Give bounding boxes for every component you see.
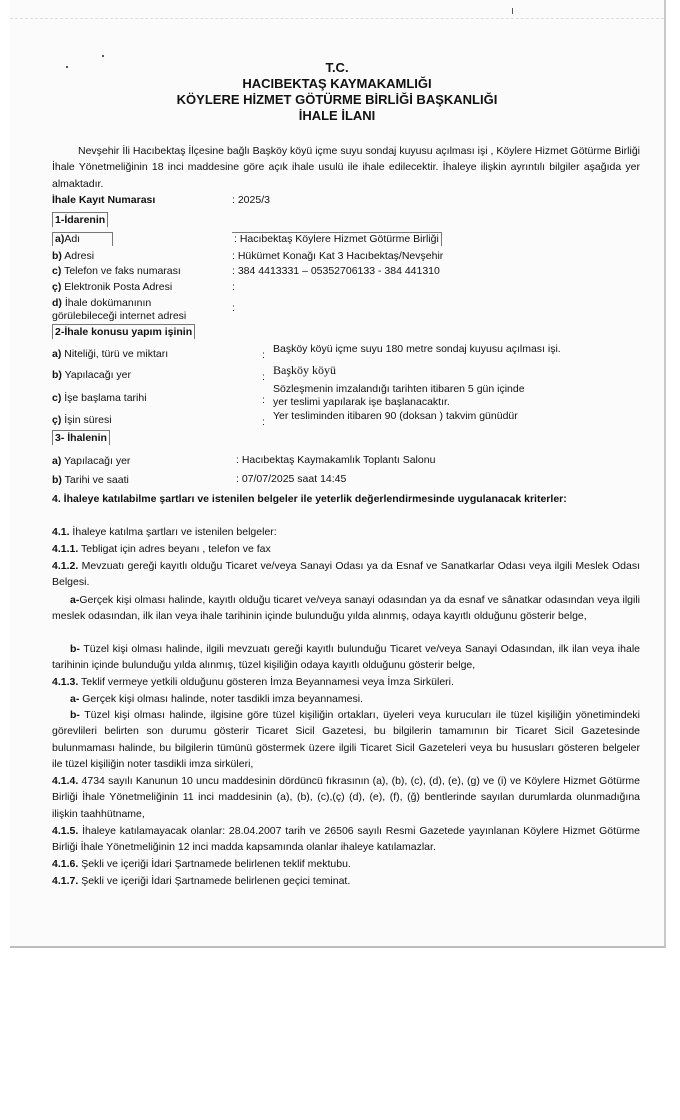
scan-edge-line [10, 18, 664, 19]
section1-row-d-value: : [232, 302, 235, 314]
section2-row-b: b) Yapılacağı yer [52, 369, 131, 381]
intro-paragraph: Nevşehir İli Hacıbektaş İlçesine bağlı Başköy köyü içme suyu sondaj kuyusu açılması işi , Köylere Hizmet Götürme Birliği İhale Yönetmeliğinin 18 inci maddesine göre açık ihale usulü ile ihale edilecektir. İhaleye ilişkin ayrıntılı bilgiler aşağıda yer almaktadır. [52, 145, 640, 190]
section1-row-a: a)Adı [52, 232, 113, 246]
section3-row-a: a) Yapılacağı yer [52, 455, 131, 467]
section2-row-cc-value: Yer tesliminden itibaren 90 (doksan ) takvim günüdür [273, 410, 518, 422]
section2-row-a: a) Niteliği, türü ve miktarı [52, 348, 169, 360]
criteria-4-1-3-b: b- Tüzel kişi olması halinde, ilgisine göre tüzel kişiliğin ortakları, üyeleri veya kurucuları ile tüzel kişiliğin yönetimindeki görevlileri belirten son durumu gösterir Ticaret Sicil Gazetesi, bu bilgilerin tamamının bir Ticaret Sicil Gazetesinde bulunmaması halinde, bu bilgilerin tümünü göstermek üzere ilgili Ticaret Sicil Gazeteleri veya bu hususları gösteren belgeler ile tüzel kişiliğin noter tasdikli imza sirküleri, [52, 709, 640, 770]
header-birlik: KÖYLERE HİZMET GÖTÜRME BİRLİĞİ BAŞKANLIĞI [176, 92, 498, 107]
criteria-4-1: 4.1. İhaleye katılma şartları ve istenilen belgeler: [52, 526, 277, 538]
criteria-4-1-4: 4.1.4. 4734 sayılı Kanunun 10 uncu maddesinin dördüncü fıkrasının (a), (b), (c), (d), (e), (g) ve (i) ve Köylere Hizmet Götürme Birliği İhale Yönetmeliğinin 11 inci maddesinin (a), (b), (c),(ç) (d), (e), (f), (ğ) bentlerinde sayılan durumlarda olunmadığına ilişkin taahhütname, [52, 775, 640, 820]
section1-row-c: c) Telefon ve faks numarası [52, 265, 181, 277]
section2-row-b-value: Başköy köyü [273, 363, 336, 377]
header-tc: T.C. [325, 60, 349, 75]
section2-row-a-value: Başköy köyü içme suyu 180 metre sondaj kuyusu açılması işi. [273, 343, 561, 355]
section2-row-cc-colon: : [262, 416, 265, 428]
section3-row-b-value: : 07/07/2025 saat 14:45 [236, 473, 347, 485]
kayit-value: : 2025/3 [232, 194, 270, 206]
criteria-4-1-7: 4.1.7. Şekli ve içeriği İdari Şartnamede belirlenen geçici teminat. [52, 875, 351, 887]
criteria-4-1-5: 4.1.5. İhaleye katılamayacak olanlar: 28.04.2007 tarih ve 26506 sayılı Resmi Gazetede yayınlanan Köylere Hizmet Götürme Birliği İhale Yönetmeliğinin 12 inci madda kapsamında olanlar ihaleye katılamazlar. [52, 825, 640, 854]
criteria-4-1-3-a: a- Gerçek kişi olması halinde, noter tasdikli imza beyannamesi. [70, 693, 363, 705]
section2-row-a-colon: : [262, 349, 265, 361]
header-ilan: İHALE İLANI [298, 108, 376, 123]
kayit-label: İhale Kayıt Numarası [52, 194, 156, 206]
section2-row-c-value: Sözleşmenin imzalandığı tarihten itibaren 5 gün içinde yer teslimi yapılarak işe başlanacaktır. [273, 383, 525, 408]
section2-title: 2-İhale konusu yapım işinin [52, 324, 195, 339]
section1-row-cc: ç) Elektronik Posta Adresi [52, 281, 173, 293]
scan-speck [102, 55, 104, 57]
criteria-4-1-2: 4.1.2. Mevzuatı gereği kayıtlı olduğu Ticaret ve/veya Sanayi Odası ya da Esnaf ve Sanatkarlar Odası veya ilgili Meslek Odası Belgesi. [52, 560, 640, 589]
section2-row-b-colon: : [262, 371, 265, 383]
criteria-4-1-3: 4.1.3. Teklif vermeye yetkili olduğunu gösteren İmza Beyannamesi veya İmza Sirküleri. [52, 676, 454, 688]
section1-row-cc-value: : [232, 281, 235, 293]
criteria-4-1-2-a: a-Gerçek kişi olması halinde, kayıtlı olduğu ticaret ve/veya sanayi odasından ya da esnaf ve sânatkar odasından veya ilgili meslek odasından, ilk ilan veya ihale tarihinin içinde bulunduğu yılda alınmış, odaya kayıtlı olduğunu gösterir belge, [52, 594, 640, 623]
criteria-title: 4. İhaleye katılabilme şartları ve istenilen belgeler ile yeterlik değerlendirmesinde uygulanacak kriterler: [52, 493, 567, 505]
section1-row-b: b) Adresi [52, 250, 95, 262]
section3-title: 3- İhalenin [52, 430, 110, 445]
section1-row-a-value: : Hacıbektaş Köylere Hizmet Götürme Birliği [232, 232, 442, 246]
section2-row-c: c) İşe başlama tarihi [52, 392, 147, 404]
section1-title: 1-İdarenin [52, 212, 108, 227]
criteria-4-1-2-b: b- Tüzel kişi olması halinde, ilgili mevzuatı gereği kayıtlı bulunduğu Ticaret ve/veya Sanayi Odasından, ilk ilan veya ihale tarihinin içinde bulunduğu yılda alınmış, tüzel kişiliğin odaya kayıtlı olduğunu gösterir belge, [52, 643, 640, 672]
scan-speck [512, 8, 513, 14]
section1-row-c-value: : 384 4413331 – 05352706133 - 384 441310 [232, 265, 440, 277]
document-page [10, 0, 666, 948]
section1-row-d: d) İhale dokümanının görülebileceği internet adresi [52, 297, 187, 322]
criteria-4-1-1: 4.1.1. Tebligat için adres beyanı , telefon ve fax [52, 543, 271, 555]
header-kaymakamlik: HACIBEKTAŞ KAYMAKAMLIĞI [242, 76, 432, 91]
section3-row-a-value: : Hacıbektaş Kaymakamlık Toplantı Salonu [236, 454, 436, 466]
criteria-4-1-6: 4.1.6. Şekli ve içeriği İdari Şartnamede belirlenen teklif mektubu. [52, 858, 351, 870]
section1-row-b-value: : Hükümet Konağı Kat 3 Hacıbektaş/Nevşehir [232, 250, 444, 262]
section2-row-c-colon: : [262, 394, 265, 406]
section2-row-cc: ç) İşin süresi [52, 414, 112, 426]
section3-row-b: b) Tarihi ve saati [52, 474, 129, 486]
